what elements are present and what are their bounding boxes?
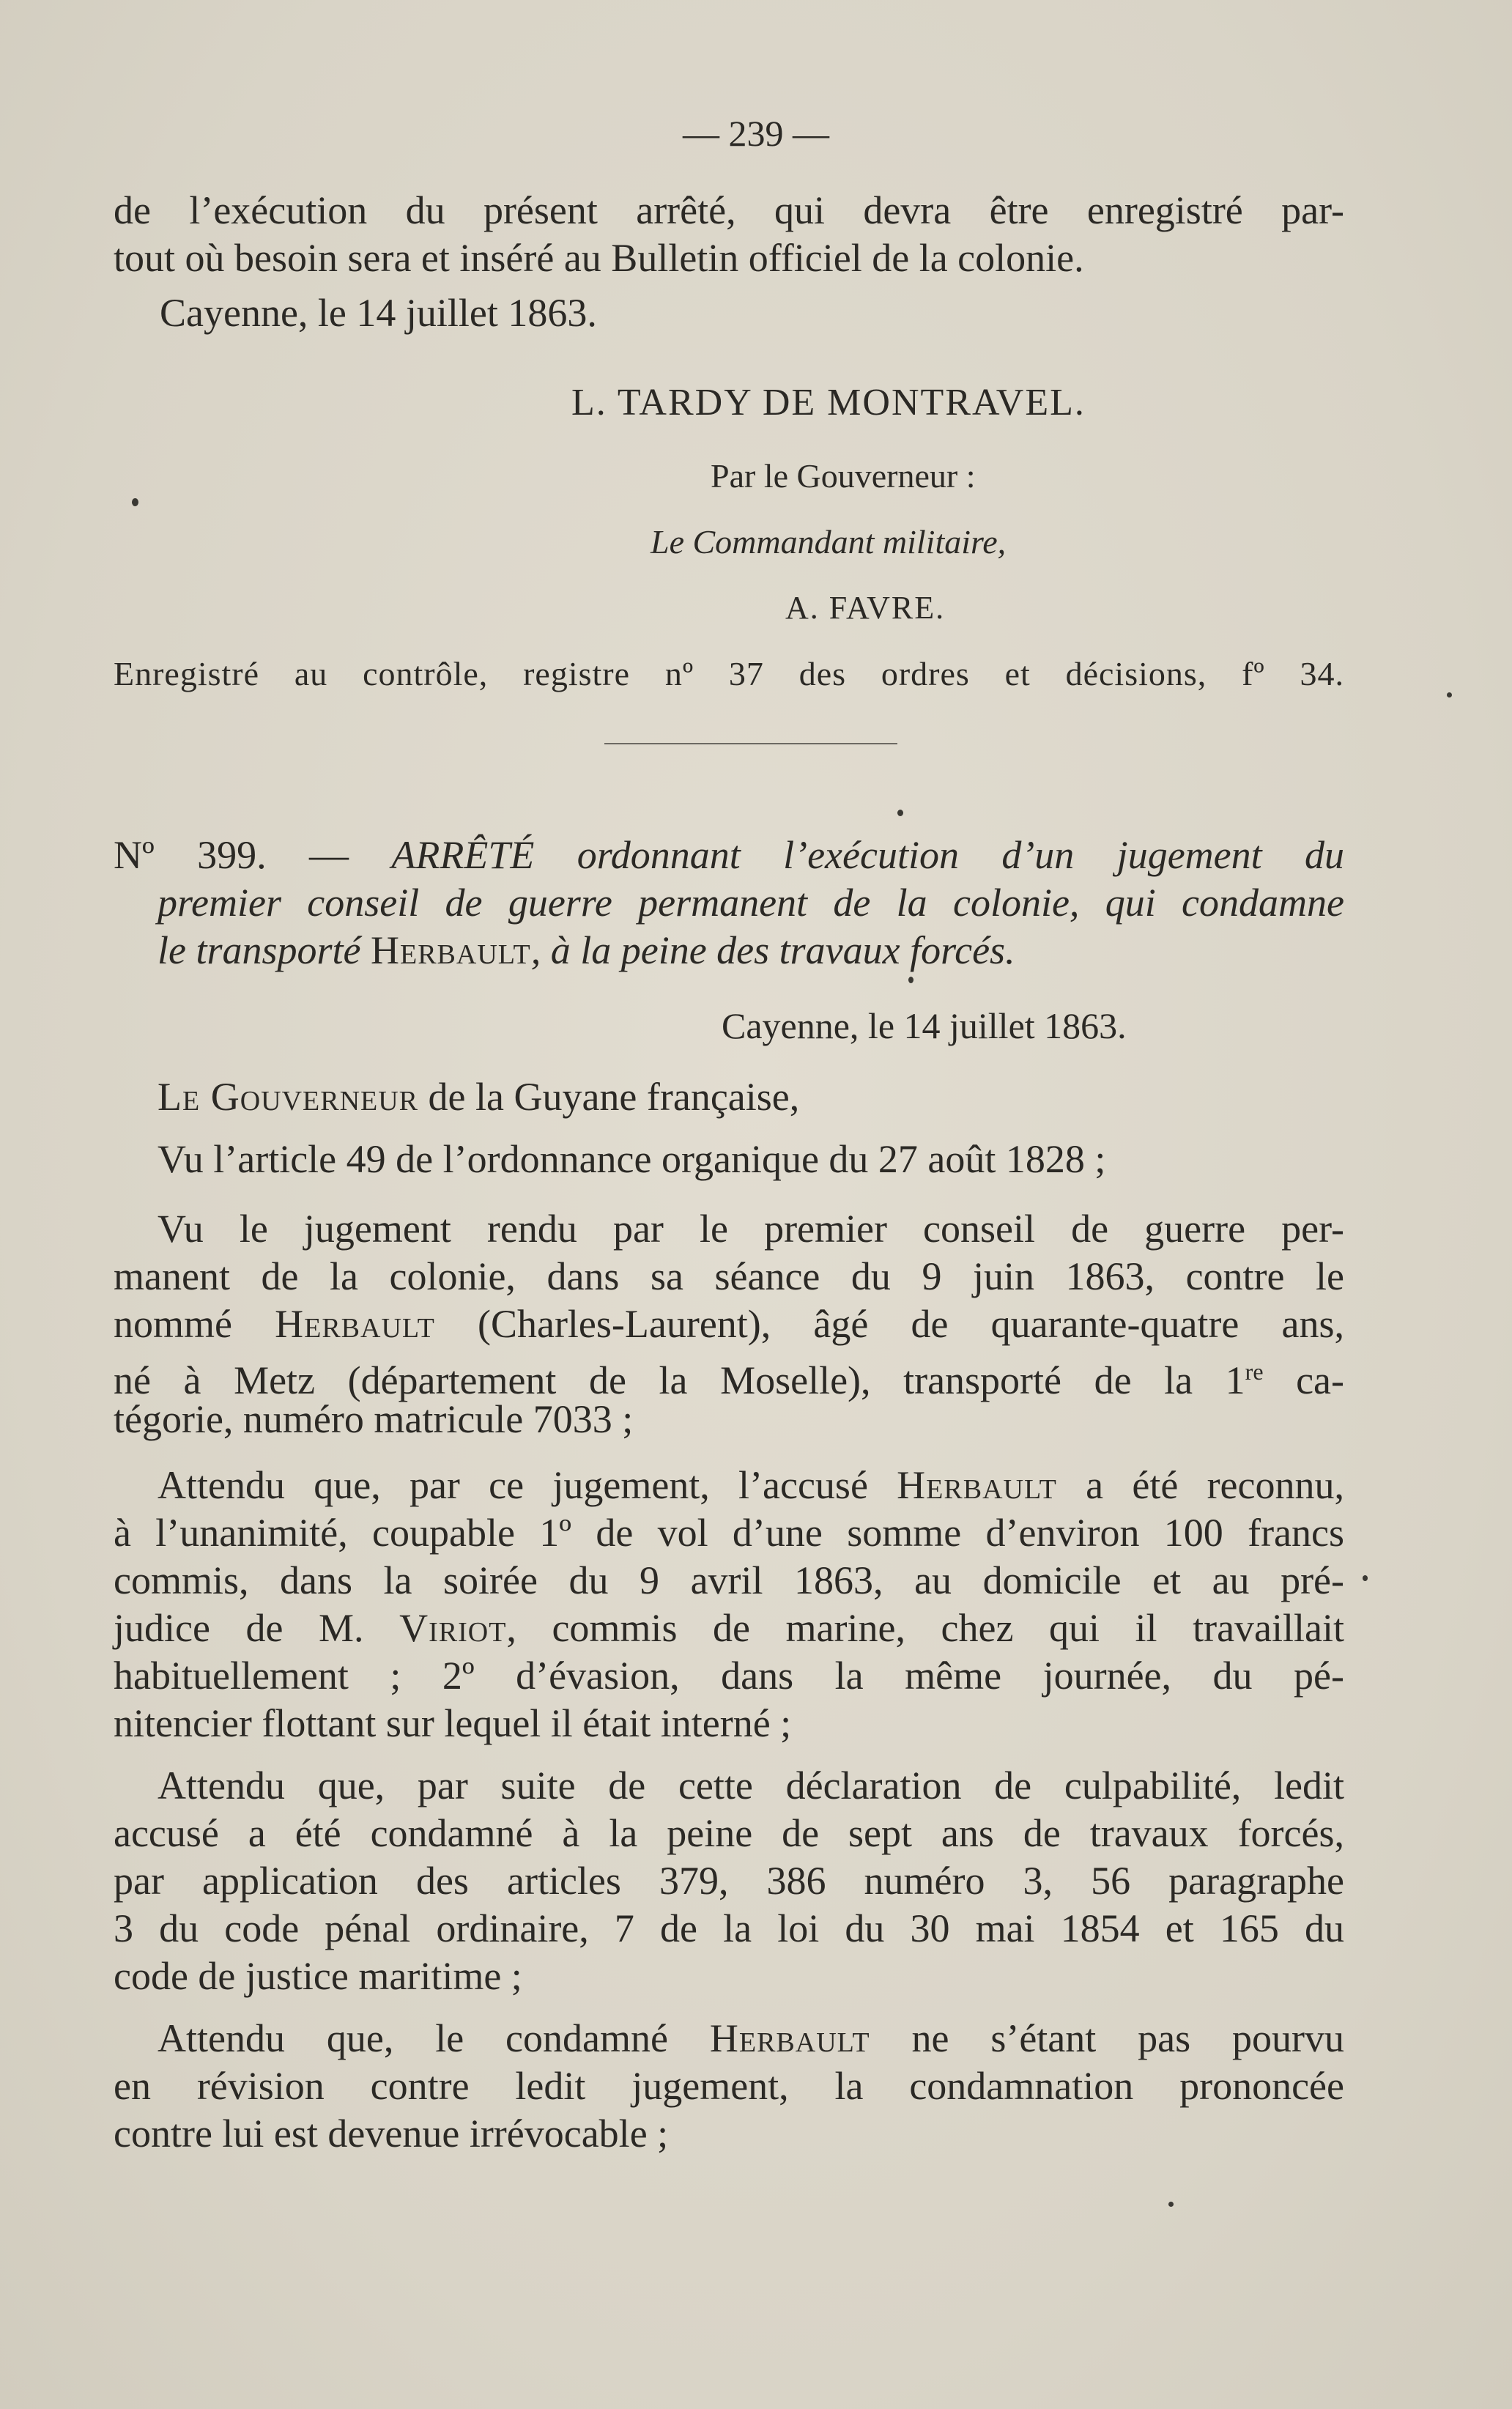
section-divider <box>604 743 897 744</box>
scan-speck <box>908 977 914 983</box>
text-line: Vu le jugement rendu par le premier conseil de guerre per- <box>158 1207 1344 1251</box>
governor-intro: Le Gouverneur de la Guyane française, <box>158 1075 800 1119</box>
decree-title: ARRÊTÉ ordonnant l’exécution d’un jugement du <box>391 833 1344 877</box>
person-name: Herbault <box>275 1302 435 1346</box>
governor-signature: L. TARDY DE MONTRAVEL. <box>571 382 1086 423</box>
scan-speck <box>1447 692 1452 697</box>
text-line: judice de M. Viriot, commis de marine, chez qui il travaillait <box>114 1606 1344 1650</box>
text-line: tout où besoin sera et inséré au Bulletin officiel de la colonie. <box>114 236 1084 280</box>
text-line: Attendu que, par suite de cette déclaration de culpabilité, ledit <box>158 1764 1344 1807</box>
decree-title-line: le transporté Herbault, à la peine des travaux forcés. <box>158 928 1015 972</box>
by-governor-line: Par le Gouverneur : <box>711 457 976 495</box>
scan-speck <box>132 498 138 506</box>
text-line: né à Metz (département de la Moselle), transporté de la 1re ca- <box>114 1358 1345 1402</box>
date-line: Cayenne, le 14 juillet 1863. <box>160 291 597 335</box>
commander-name: A. FAVRE. <box>785 590 946 626</box>
scan-speck <box>897 810 903 816</box>
page-number: — 239 — <box>683 113 829 154</box>
text-line: code de justice maritime ; <box>114 1954 522 1998</box>
text-line: commis, dans la soirée du 9 avril 1863, au domicile et au pré- <box>114 1558 1344 1602</box>
decree-date: Cayenne, le 14 juillet 1863. <box>722 1005 1127 1046</box>
person-name: Herbault <box>709 2016 870 2060</box>
text-line: nitencier flottant sur lequel il était interné ; <box>114 1701 792 1745</box>
commander-title: Le Commandant militaire, <box>651 523 1007 560</box>
vu-paragraph: Vu l’article 49 de l’ordonnance organique du 27 août 1828 ; <box>158 1137 1106 1181</box>
text-line: habituellement ; 2º d’évasion, dans la même journée, du pé- <box>114 1654 1344 1698</box>
text-line: contre lui est devenue irrévocable ; <box>114 2112 669 2155</box>
text-line: en révision contre ledit jugement, la condamnation prononcée <box>114 2064 1344 2108</box>
text-line: de l’exécution du présent arrêté, qui devra être enregistré par- <box>114 188 1344 232</box>
person-name: Viriot <box>399 1606 507 1650</box>
decree-title-line: premier conseil de guerre permanent de la colonie, qui condamne <box>158 881 1344 925</box>
decree-title-line <box>114 832 1344 878</box>
person-name: Herbault <box>371 928 531 972</box>
text-line: 3 du code pénal ordinaire, 7 de la loi du 30 mai 1854 et 165 du <box>114 1906 1344 1950</box>
registration-note: Enregistré au contrôle, registre nº 37 des ordres et décisions, fº 34. <box>114 655 1344 692</box>
text-line: Attendu que, par ce jugement, l’accusé Herbault a été reconnu, <box>158 1463 1344 1507</box>
decree-number: Nº 399. — <box>114 833 349 877</box>
text-line: manent de la colonie, dans sa séance du 9 juin 1863, contre le <box>114 1254 1344 1298</box>
text-line: accusé a été condamné à la peine de sept ans de travaux forcés, <box>114 1811 1344 1855</box>
scan-speck <box>1168 2202 1174 2207</box>
text-line: tégorie, numéro matricule 7033 ; <box>114 1397 634 1441</box>
text-line: nommé Herbault (Charles-Laurent), âgé de quarante-quatre ans, <box>114 1302 1344 1346</box>
person-name: Herbault <box>897 1463 1057 1507</box>
scan-speck <box>1363 1575 1368 1581</box>
text-line: à l’unanimité, coupable 1º de vol d’une somme d’environ 100 francs <box>114 1511 1344 1555</box>
text-line: par application des articles 379, 386 numéro 3, 56 paragraphe <box>114 1859 1344 1903</box>
text-line: Attendu que, le condamné Herbault ne s’étant pas pourvu <box>158 2016 1344 2060</box>
